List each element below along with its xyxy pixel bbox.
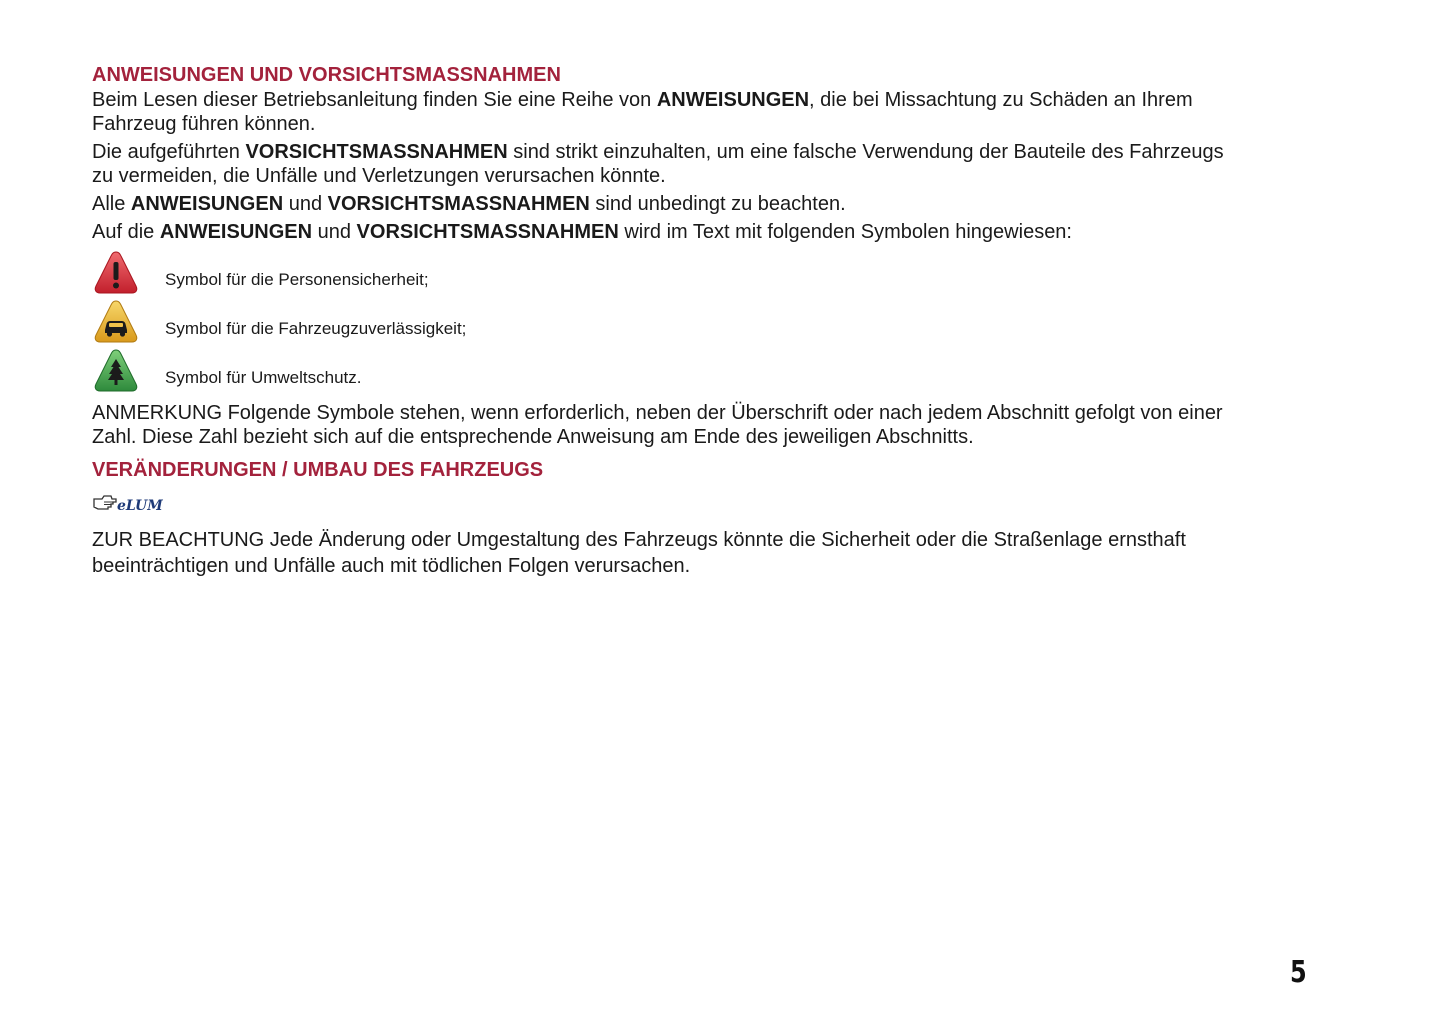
warning-paragraph: ZUR BEACHTUNG Jede Änderung oder Umgestaltung des Fahrzeugs könnte die Sicherheit oder die Straßenlage ernsthaft beeinträchtigen und Unfälle auch mit tödlichen Folgen verursachen.: [92, 529, 1186, 577]
paragraph-observe-all: Alle ANWEISUNGEN und VORSICHTSMASSNAHMEN sind unbedingt zu beachten.: [92, 193, 846, 215]
symbol-row-vehicle-reliability: [92, 297, 1232, 346]
pointing-hand-elum-icon: [92, 490, 163, 514]
page-content: [92, 62, 1232, 579]
elum-text: eLUM: [117, 498, 163, 514]
symbol-label-environment: Symbol für Umweltschutz.: [165, 367, 362, 387]
paragraph-instructions: Beim Lesen dieser Betriebsanleitung finden Sie eine Reihe von ANWEISUNGEN, die bei Missachtung zu Schäden an Ihrem Fahrzeug führen können.: [92, 89, 1193, 135]
symbol-list: [92, 248, 1232, 395]
yellow-warning-car-icon: [92, 298, 140, 346]
red-warning-exclamation-icon: [92, 249, 140, 297]
section-heading-modifications: VERÄNDERUNGEN / UMBAU DES FAHRZEUGS: [92, 459, 544, 481]
paragraph-symbols-intro: Auf die ANWEISUNGEN und VORSICHTSMASSNAHMEN wird im Text mit folgenden Symbolen hingewiesen:: [92, 221, 1072, 243]
green-warning-tree-icon: [92, 347, 140, 395]
section-heading-instructions: ANWEISUNGEN UND VORSICHTSMASSNAHMEN: [92, 64, 561, 86]
symbol-row-environment: [92, 346, 1232, 395]
note-paragraph: ANMERKUNG Folgende Symbole stehen, wenn erforderlich, neben der Überschrift oder nach jedem Abschnitt gefolgt von einer Zahl. Diese Zahl bezieht sich auf die entsprechende Anweisung am Ende des jeweiligen Abschnitts.: [92, 402, 1223, 448]
paragraph-precautions: Die aufgeführten VORSICHTSMASSNAHMEN sind strikt einzuhalten, um eine falsche Verwendung der Bauteile des Fahrzeugs zu vermeiden, die Unfälle und Verletzungen verursachen könnte.: [92, 141, 1224, 187]
page-number: 5: [1290, 955, 1307, 990]
hand-symbol-row: [92, 489, 1232, 515]
symbol-label-vehicle-reliability: Symbol für die Fahrzeugzuverlässigkeit;: [165, 318, 467, 338]
symbol-row-personal-safety: [92, 248, 1232, 297]
symbol-label-personal-safety: Symbol für die Personensicherheit;: [165, 269, 429, 289]
